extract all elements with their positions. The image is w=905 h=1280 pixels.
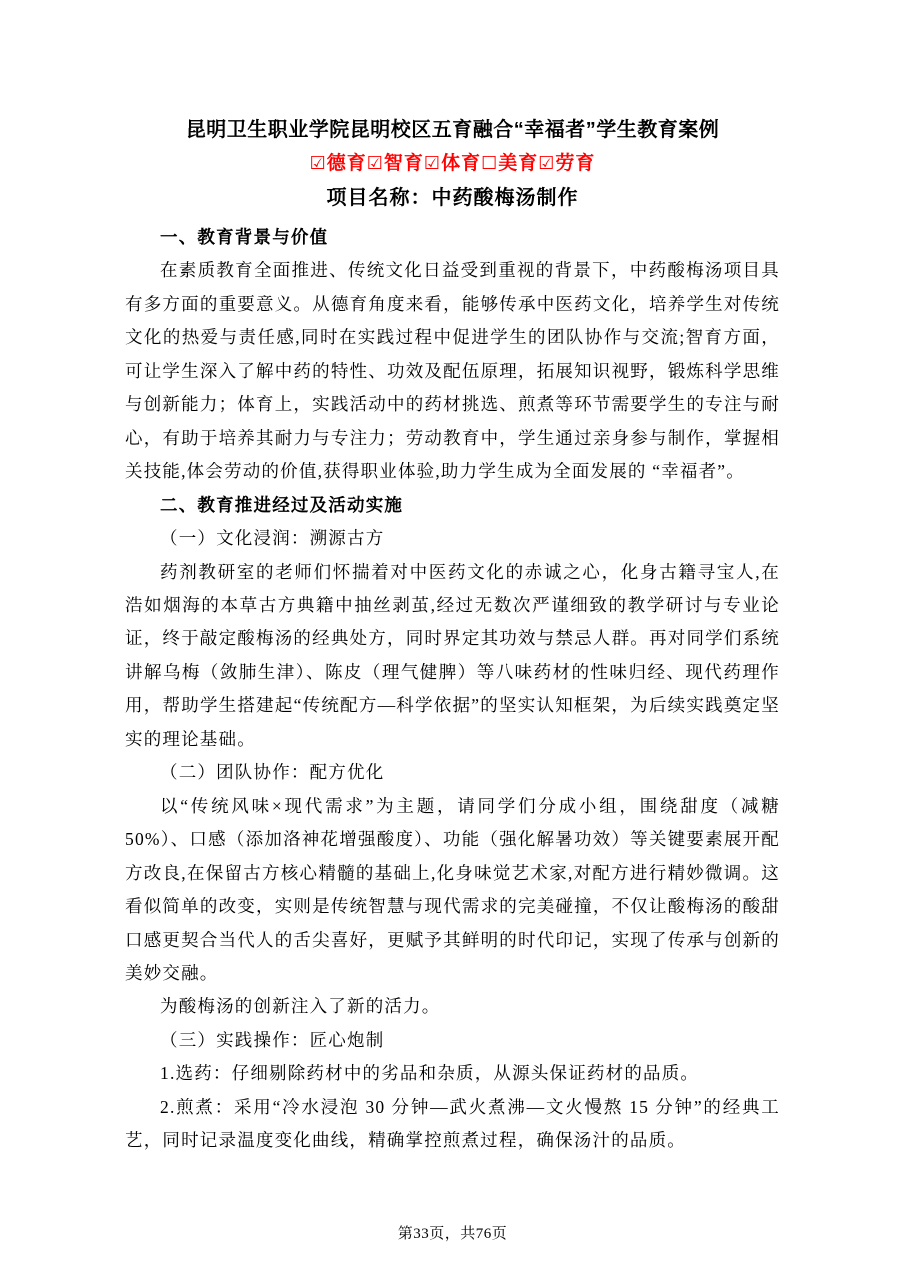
education-category [481,153,538,174]
section-1-paragraph: 在素质教育全面推进、传统文化日益受到重视的背景下，中药酸梅汤项目具有多方面的重要意义。从德育角度来看，能够传承中医药文化，培养学生对传统文化的热爱与责任感,同时在实践过程中促进学生的团队协作与交流;智育方面，可让学生深入了解中药的特性、功效及配伍原理，拓展知识视野，锻炼科学思维与创新能力；体育上，实践活动中的药材挑选、煎煮等环节需要学生的专注与耐心，有助于培养其耐力与专注力；劳动教育中，学生通过亲身参与制作，掌握相关技能,体会劳动的价值,获得职业体验,助力学生成为全面发展的 “幸福者”。 [125,260,780,482]
education-category [367,153,424,174]
education-check-line [125,147,780,181]
checkbox-checked-icon: ☑ [309,153,327,174]
category-label: 劳育 [555,153,596,174]
checkbox-checked-icon: ☑ [423,153,442,174]
subsection-2-paragraph: 以“传统风味×现代需求”为主题，请同学们分成小组，围绕甜度（减糖 50%）、口感（添加洛神花增强酸度）、功能（强化解暑功效）等关键要素展开配方改良,在保留古方核心精髓的基础上,化身味觉艺术家,对配方进行精妙微调。这看似简单的改变，实则是传统智慧与现代需求的完美碰撞，不仅让酸梅汤的酸甜口感更契合当代人的舌尖喜好，更赋予其鲜明的时代印记，实现了传承与创新的美妙交融。 [125,795,780,983]
subsection-1-heading: （一）文化浸润：溯源古方 [160,528,385,549]
checkbox-unchecked-icon: ☐ [481,153,499,174]
category-label: 智育 [383,153,424,174]
section-1-heading: 一、教育背景与价值 [160,227,329,247]
subsection-2-paragraph: 为酸梅汤的创新注入了新的活力。 [160,996,441,1017]
subsection-3-step-1: 1.选药：仔细剔除药材中的劣品和杂质，从源头保证药材的品质。 [160,1063,700,1084]
document-body [125,221,780,1158]
category-label: 美育 [498,153,539,174]
checkbox-checked-icon: ☑ [538,153,556,174]
education-category [538,153,595,174]
page-number: 第33页，共76页 [397,1226,508,1242]
subsection-1-paragraph: 药剂教研室的老师们怀揣着对中医药文化的赤诚之心，化身古籍寻宝人,在浩如烟海的本草古方典籍中抽丝剥茧,经过无数次严谨细致的教学研讨与专业论证，终于敲定酸梅汤的经典处方，同时界定其功效与禁忌人群。再对同学们系统讲解乌梅（敛肺生津）、陈皮（理气健脾）等八味药材的性味归经、现代药理作用，帮助学生搭建起“传统配方—科学依据”的坚实认知框架，为后续实践奠定坚实的理论基础。 [125,561,780,749]
subsection-3-heading: （三）实践操作：匠心炮制 [160,1029,385,1050]
project-name: 项目名称：中药酸梅汤制作 [326,187,579,209]
section-2-heading: 二、教育推进经过及活动实施 [160,494,404,515]
education-category [424,153,481,174]
document-title: 昆明卫生职业学院昆明校区五育融合“幸福者”学生教育案例 [185,119,720,141]
subsection-3-step-2: 2.煎煮：采用“冷水浸泡 30 分钟—武火煮沸—文火慢熬 15 分钟”的经典工艺，同时记录温度变化曲线，精确掌控煎煮过程，确保汤汁的品质。 [125,1096,780,1151]
education-category [310,153,367,174]
checkbox-checked-icon: ☑ [366,153,384,174]
subsection-2-heading: （二）团队协作：配方优化 [160,762,385,783]
category-label: 德育 [326,153,367,174]
category-label: 体育 [441,153,482,174]
